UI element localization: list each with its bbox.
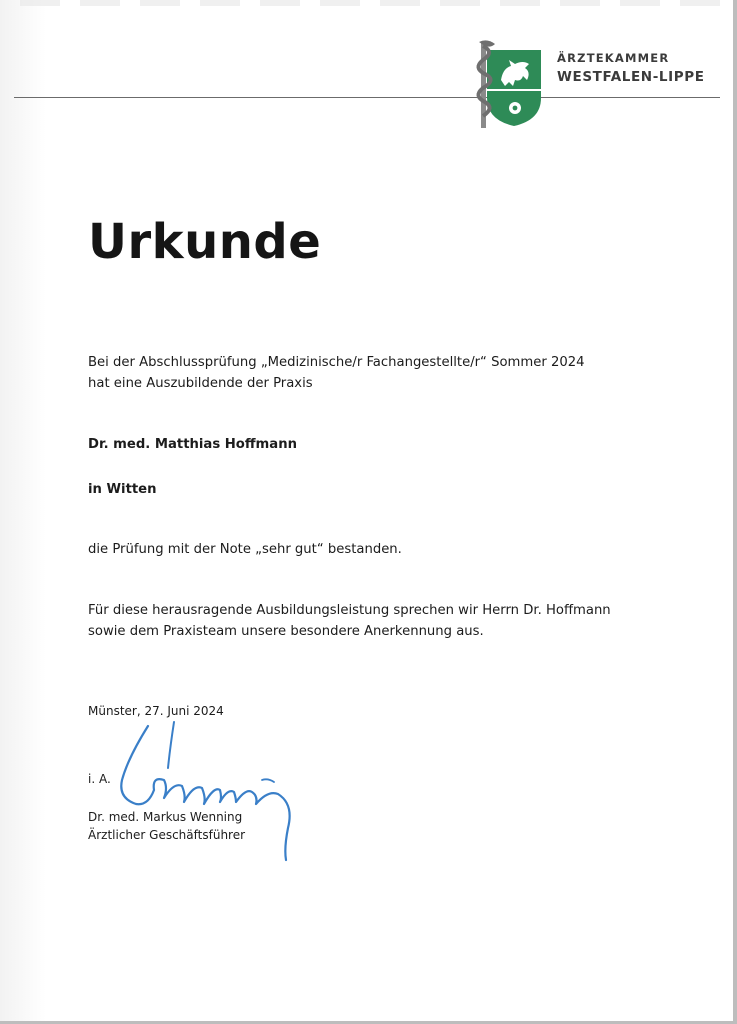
intro-line-2: hat eine Auszubildende der Praxis [88,376,313,391]
header-rule [14,97,720,98]
org-name [557,50,705,88]
ia-label: i. A. [88,772,111,786]
scan-edge-right [733,0,737,1024]
exam-result: die Prüfung mit der Note „sehr gut“ bestanden. [88,542,402,557]
org-name-line2: WESTFALEN-LIPPE [557,69,705,85]
signer-role: Ärztlicher Geschäftsführer [88,828,246,842]
document-title: Urkunde [88,214,322,270]
place-date: Münster, 27. Juni 2024 [88,704,224,718]
intro-line-1: Bei der Abschlussprüfung „Medizinische/r Fachangestellte/r“ Sommer 2024 [88,355,585,370]
scan-edge-left [0,0,46,1024]
recognition-line-1: Für diese herausragende Ausbildungsleistung sprechen wir Herrn Dr. Hoffmann [88,603,611,618]
signer-name: Dr. med. Markus Wenning [88,810,243,824]
recognition-line-2: sowie dem Praxisteam unsere besondere Anerkennung aus. [88,624,484,639]
handwritten-signature [108,718,308,868]
practice-name: Dr. med. Matthias Hoffmann [88,437,297,452]
aesculapian-staff-horse-crest-icon [473,38,545,128]
practice-city: in Witten [88,482,157,497]
org-name-line1: ÄRZTEKAMMER [557,51,670,65]
scan-edge-top [20,0,720,6]
